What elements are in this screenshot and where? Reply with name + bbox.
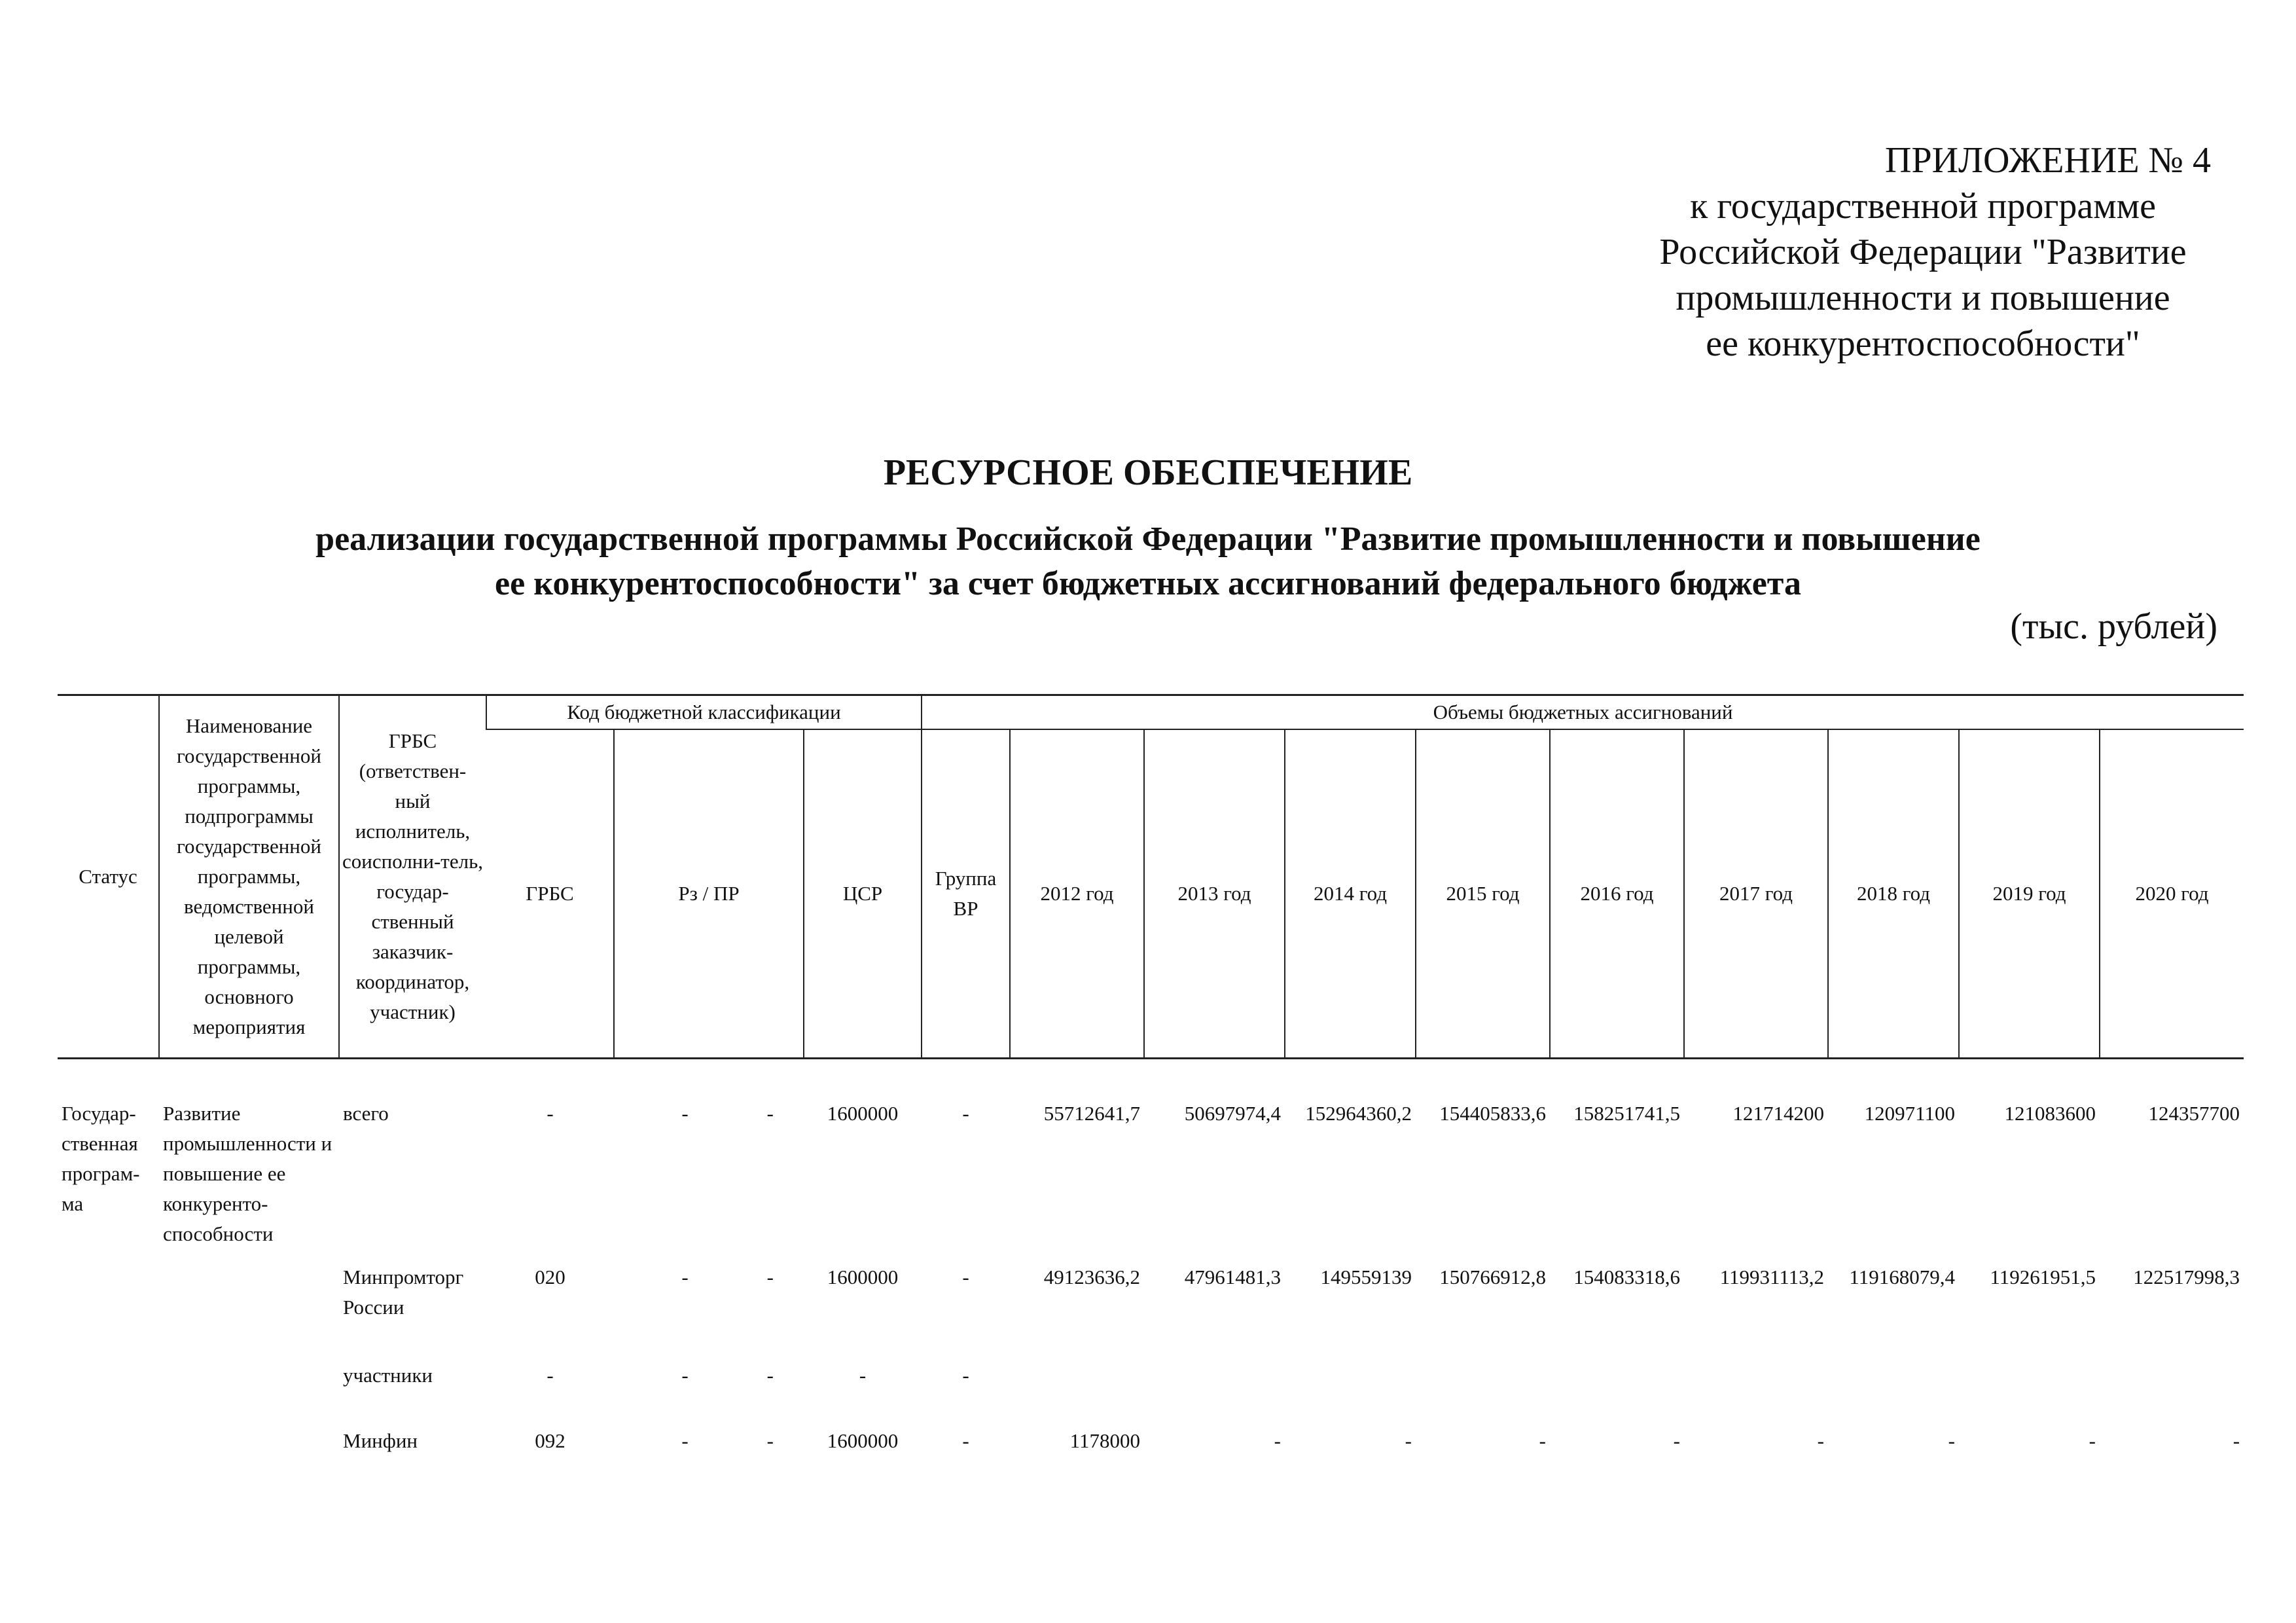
subtitle-line: реализации государственной программы Российской Федерации "Развитие промышленности и повышение <box>315 520 1981 558</box>
cell-status <box>58 1262 159 1360</box>
cell-value: 150766912,8 <box>1439 1266 1546 1288</box>
header-csr: ЦСР <box>804 729 922 1059</box>
cell-value: 154405833,6 <box>1439 1102 1546 1125</box>
cell-vr: - <box>962 1364 969 1387</box>
cell-pr: - <box>766 1364 774 1387</box>
cell-value: 50697974,4 <box>1184 1102 1281 1125</box>
cell-executor: Минпромторг России <box>343 1266 464 1319</box>
cell-grbs: - <box>547 1364 554 1387</box>
cell-value <box>1959 1360 2100 1426</box>
cell-rz-pr <box>614 1262 804 1360</box>
header-grbs: ГРБС <box>486 729 614 1059</box>
cell-value: 154083318,6 <box>1573 1266 1680 1288</box>
cell-value: 1178000 <box>1069 1429 1140 1452</box>
cell-value: 152964360,2 <box>1305 1102 1412 1125</box>
cell-rz: - <box>681 1364 689 1387</box>
cell-value: 47961481,3 <box>1184 1266 1281 1288</box>
header-status: Статус <box>58 695 159 1059</box>
cell-executor: всего <box>343 1102 389 1125</box>
document-subtitle <box>0 517 2296 606</box>
appendix-line: промышленности и повышение <box>1676 278 2170 318</box>
header-year: 2020 год <box>2100 729 2244 1059</box>
cell-value: 149559139 <box>1320 1266 1412 1288</box>
appendix-number: ПРИЛОЖЕНИЕ № 4 <box>1885 140 2211 181</box>
cell-rz-pr <box>614 1099 804 1262</box>
cell-value: 119261951,5 <box>1990 1266 2096 1288</box>
header-year: 2014 год <box>1285 729 1416 1059</box>
cell-rz-pr <box>614 1426 804 1491</box>
cell-value: 119931113,2 <box>1719 1266 1824 1288</box>
cell-value: - <box>2233 1429 2240 1452</box>
cell-value: 122517998,3 <box>2133 1266 2240 1288</box>
subtitle-line: ее конкурентоспособности" за счет бюджетных ассигнований федерального бюджета <box>495 565 1801 602</box>
cell-status: Государ-ственная програм-ма <box>62 1102 140 1215</box>
cell-rz: - <box>681 1429 689 1452</box>
header-executor: ГРБС (ответствен-ный исполнитель, соисполни-тель, государ-ственный заказчик-координатор, участник) <box>339 695 486 1059</box>
cell-executor: участники <box>343 1364 433 1387</box>
cell-vr: - <box>962 1266 969 1288</box>
cell-value: - <box>1405 1429 1412 1452</box>
cell-value <box>1828 1360 1959 1426</box>
header-budget-code: Код бюджетной классификации <box>486 695 922 730</box>
cell-rz: - <box>681 1102 689 1125</box>
header-year: 2015 год <box>1416 729 1550 1059</box>
cell-status <box>58 1426 159 1491</box>
units-label: (тыс. рублей) <box>2010 606 2217 647</box>
cell-csr: 1600000 <box>827 1102 899 1125</box>
cell-value: - <box>1817 1429 1824 1452</box>
cell-pr: - <box>766 1266 774 1288</box>
cell-status <box>58 1360 159 1426</box>
cell-value <box>2100 1360 2244 1426</box>
cell-value: 121083600 <box>2004 1102 2096 1125</box>
table-row <box>58 1426 2244 1491</box>
cell-value: 49123636,2 <box>1043 1266 1140 1288</box>
cell-value: 119168079,4 <box>1849 1266 1955 1288</box>
header-rz-pr: Рз / ПР <box>614 729 804 1059</box>
cell-name: Развитие промышленности и повышение ее конкуренто-способности <box>163 1102 332 1245</box>
cell-csr: - <box>859 1364 867 1387</box>
header-volumes: Объемы бюджетных ассигнований <box>922 695 2244 730</box>
resource-table <box>58 694 2244 1491</box>
header-year: 2012 год <box>1010 729 1144 1059</box>
cell-value: 121714200 <box>1732 1102 1824 1125</box>
appendix-line: Российской Федерации "Развитие <box>1659 232 2187 272</box>
table-row <box>58 1360 2244 1426</box>
cell-name <box>159 1262 339 1360</box>
cell-value: - <box>1539 1429 1546 1452</box>
cell-value <box>1285 1360 1416 1426</box>
cell-value <box>1010 1360 1144 1426</box>
cell-value: - <box>1274 1429 1281 1452</box>
header-year: 2017 год <box>1684 729 1828 1059</box>
cell-csr: 1600000 <box>827 1266 899 1288</box>
cell-value: 124357700 <box>2148 1102 2240 1125</box>
cell-pr: - <box>766 1429 774 1452</box>
cell-value: - <box>1948 1429 1955 1452</box>
cell-value <box>1416 1360 1550 1426</box>
cell-value: 55712641,7 <box>1043 1102 1140 1125</box>
cell-value <box>1144 1360 1285 1426</box>
cell-value <box>1684 1360 1828 1426</box>
table-row <box>58 1099 2244 1262</box>
cell-rz-pr <box>614 1360 804 1426</box>
header-year: 2019 год <box>1959 729 2100 1059</box>
header-group-vr: Группа ВР <box>922 729 1010 1059</box>
cell-vr: - <box>962 1429 969 1452</box>
document-title: РЕСУРСНОЕ ОБЕСПЕЧЕНИЕ <box>883 452 1413 493</box>
cell-vr: - <box>962 1102 969 1125</box>
header-name: Наименование государственной программы, подпрограммы государственной программы, ведомственной целевой программы, основного мероприятия <box>159 695 339 1059</box>
cell-value: - <box>2089 1429 2096 1452</box>
cell-value: - <box>1673 1429 1680 1452</box>
header-year: 2013 год <box>1144 729 1285 1059</box>
cell-grbs: 020 <box>535 1266 565 1288</box>
header-year: 2018 год <box>1828 729 1959 1059</box>
cell-grbs: - <box>547 1102 554 1125</box>
cell-name <box>159 1360 339 1426</box>
appendix-line: к государственной программе <box>1690 186 2156 227</box>
appendix-block <box>1628 137 2217 367</box>
cell-pr: - <box>766 1102 774 1125</box>
cell-value: 158251741,5 <box>1573 1102 1680 1125</box>
cell-rz: - <box>681 1266 689 1288</box>
appendix-line: ее конкурентоспособности" <box>1706 323 2140 364</box>
cell-csr: 1600000 <box>827 1429 899 1452</box>
table-row <box>58 1262 2244 1360</box>
cell-name <box>159 1426 339 1491</box>
header-year: 2016 год <box>1550 729 1684 1059</box>
cell-grbs: 092 <box>535 1429 565 1452</box>
cell-value: 120971100 <box>1864 1102 1955 1125</box>
cell-value <box>1550 1360 1684 1426</box>
cell-executor: Минфин <box>343 1429 418 1452</box>
